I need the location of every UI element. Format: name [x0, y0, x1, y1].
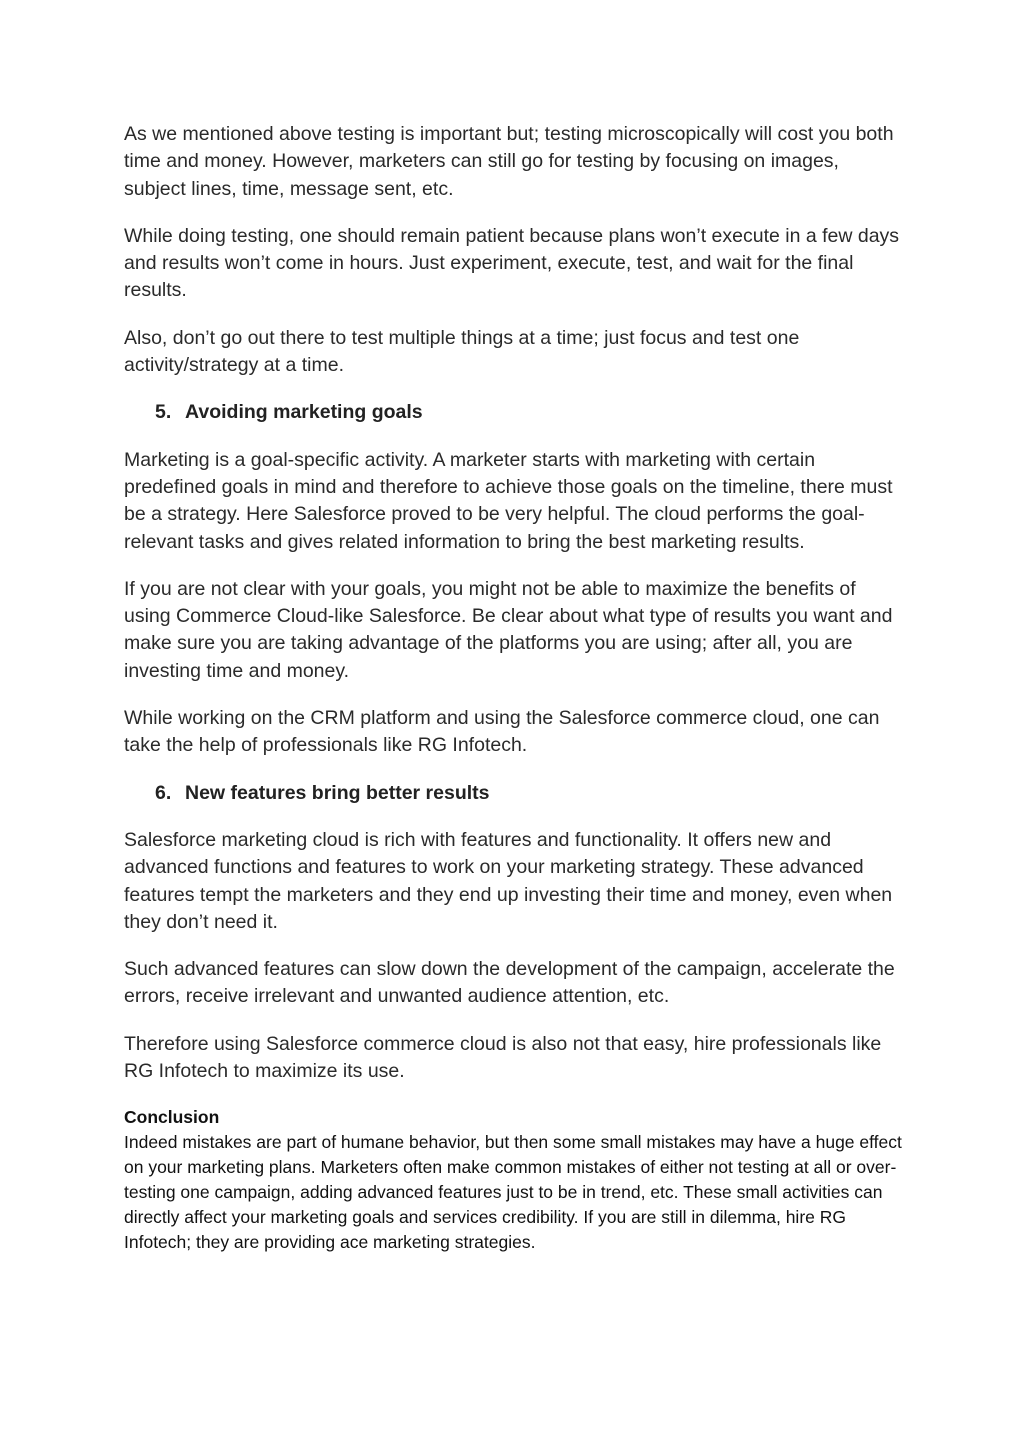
paragraph-testing-cost: As we mentioned above testing is important but; testing microscopically will cost you both time and money. However, marketers can still go for testing by focusing on images, subject lines, time, message sent, etc.: [124, 123, 894, 200]
paragraph-slow-down: Such advanced features can slow down the development of the campaign, accelerate the errors, receive irrelevant and unwanted audience attention, etc.: [124, 958, 895, 1008]
section-title-6: New features bring better results: [185, 781, 490, 804]
paragraph-goal-specific: Marketing is a goal-specific activity. A marketer starts with marketing with certain predefined goals in mind and therefore to achieve those goals on the timeline, there must be a strategy. Here Salesforce proved to be very helpful. The cloud performs the goal-relevant tasks and gives related information to bring the best marketing results.: [124, 448, 893, 553]
section-number-5: 5.: [155, 401, 172, 424]
section-heading-6: [124, 780, 906, 807]
conclusion-text: Indeed mistakes are part of humane behavior, but then some small mistakes may have a huge effect on your marketing plans. Marketers often make common mistakes of either not testing at all or over-testing one campaign, adding advanced features just to be in trend, etc. These small activities can directly affect your marketing goals and services credibility. If you are still in dilemma, hire RG Infotech; they are providing ace marketing strategies.: [124, 1132, 902, 1253]
paragraph-clear-goals: If you are not clear with your goals, you might not be able to maximize the benefits of using Commerce Cloud-like Salesforce. Be clear about what type of results you want and make sure you are taking advantage of the platforms you are using; after all, you are investing time and money.: [124, 577, 893, 682]
section-title-5: Avoiding marketing goals: [185, 401, 423, 424]
paragraph-hire-professionals: Therefore using Salesforce commerce cloud is also not that easy, hire professionals like RG Infotech to maximize its use.: [124, 1032, 882, 1083]
paragraph-test-one-thing: Also, don’t go out there to test multiple things at a time; just focus and test one activity/strategy at a time.: [124, 326, 800, 377]
conclusion-heading: Conclusion: [124, 1107, 220, 1128]
paragraph-rich-features: Salesforce marketing cloud is rich with features and functionality. It offers new and advanced functions and features to work on your marketing strategy. These advanced features tempt the marketers and they end up investing their time and money, even when they don’t need it.: [124, 828, 893, 933]
section-number-6: 6.: [155, 781, 172, 804]
document-page: [124, 121, 906, 1255]
section-heading-5: [124, 399, 906, 426]
paragraph-crm-professionals: While working on the CRM platform and using the Salesforce commerce cloud, one can take the help of professionals like RG Infotech.: [124, 707, 880, 757]
paragraph-testing-patience: While doing testing, one should remain patient because plans won’t execute in a few days and results won’t come in hours. Just experiment, execute, test, and wait for the final results.: [124, 224, 900, 302]
